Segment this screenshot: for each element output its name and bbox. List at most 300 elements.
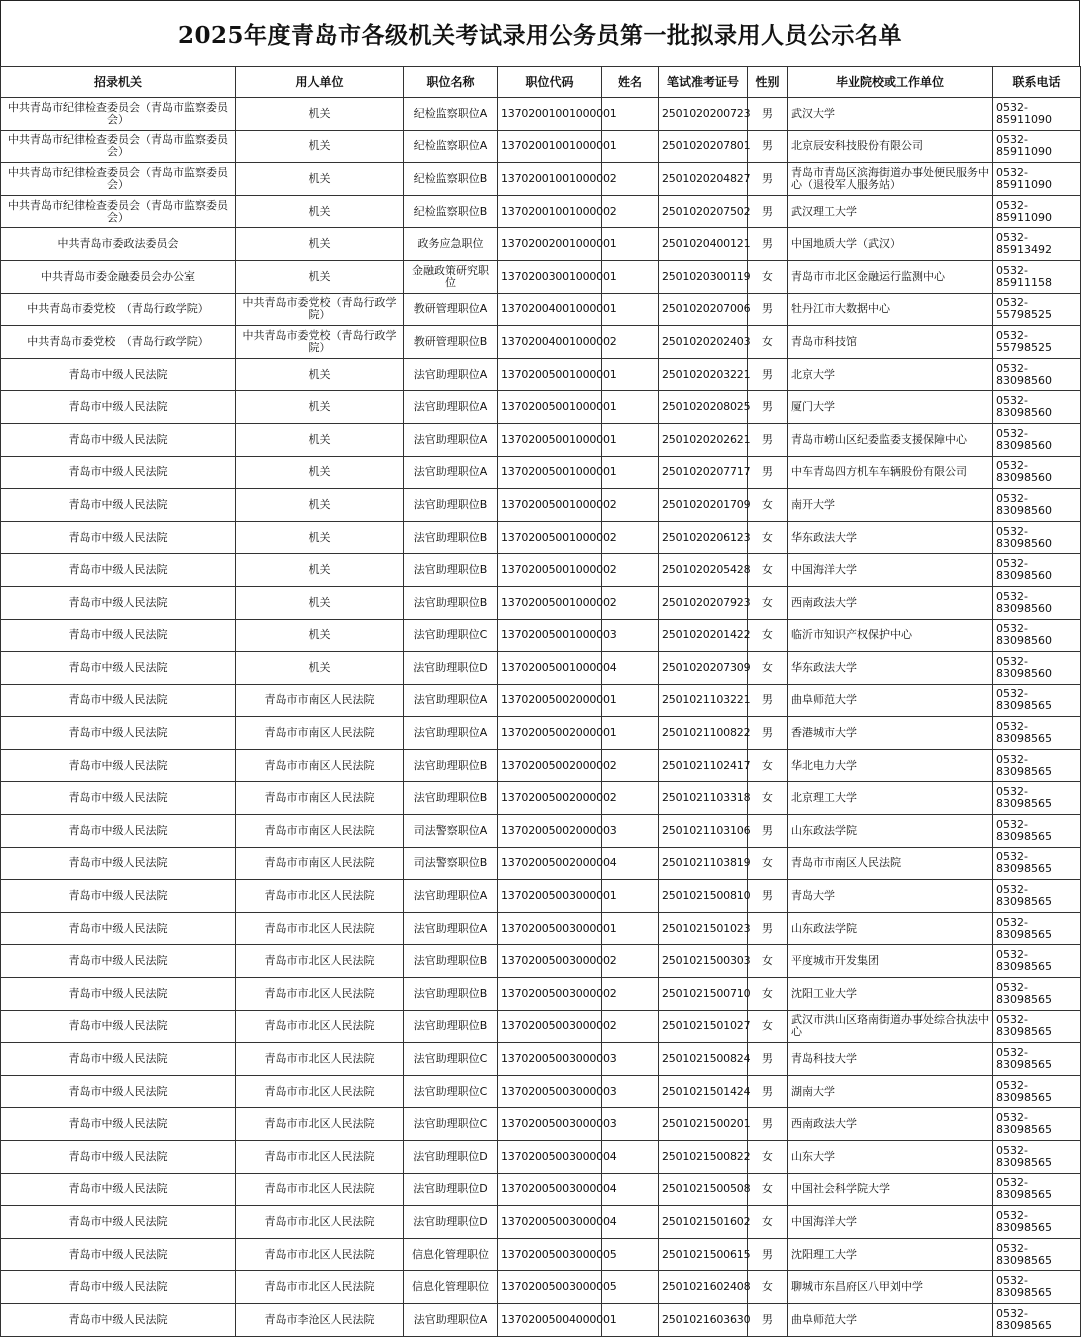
cell-gender: 女 (748, 978, 788, 1011)
cell-recruiting-agency: 青岛市中级人民法院 (1, 749, 236, 782)
cell-position-name: 法官助理职位A (404, 358, 498, 391)
cell-recruiting-agency: 青岛市中级人民法院 (1, 652, 236, 685)
cell-recruiting-agency: 中共青岛市纪律检查委员会（青岛市监察委员会） (1, 163, 236, 196)
cell-recruiting-agency: 青岛市中级人民法院 (1, 1141, 236, 1174)
cell-gender: 男 (748, 1108, 788, 1141)
cell-position-name: 法官助理职位B (404, 749, 498, 782)
cell-position-code: 13702005003000003 (498, 1075, 602, 1108)
cell-position-name: 法官助理职位D (404, 1206, 498, 1239)
cell-school-or-employer: 青岛大学 (788, 880, 993, 913)
cell-exam-ticket: 2501020400121 (659, 228, 748, 261)
cell-exam-ticket: 2501021102417 (659, 749, 748, 782)
cell-exam-ticket: 2501020207717 (659, 456, 748, 489)
cell-employer: 青岛市市南区人民法院 (236, 782, 404, 815)
cell-phone: 0532-85911090 (993, 195, 1081, 228)
table-row (1, 293, 1081, 326)
cell-recruiting-agency: 青岛市中级人民法院 (1, 847, 236, 880)
cell-gender: 女 (748, 554, 788, 587)
cell-school-or-employer: 山东政法学院 (788, 815, 993, 848)
cell-gender: 男 (748, 228, 788, 261)
cell-position-code: 13702005003000004 (498, 1141, 602, 1174)
cell-position-code: 13702005002000001 (498, 717, 602, 750)
cell-gender: 男 (748, 130, 788, 163)
table-row (1, 1206, 1081, 1239)
cell-position-code: 13702005001000001 (498, 423, 602, 456)
table-row (1, 1075, 1081, 1108)
table-row (1, 163, 1081, 196)
cell-position-name: 政务应急职位 (404, 228, 498, 261)
cell-employer: 青岛市市北区人民法院 (236, 1108, 404, 1141)
applicant-table (0, 66, 1081, 1337)
cell-gender: 男 (748, 1303, 788, 1336)
cell-employer: 青岛市市北区人民法院 (236, 912, 404, 945)
cell-school-or-employer: 青岛市市北区金融运行监测中心 (788, 260, 993, 293)
cell-exam-ticket: 2501021103221 (659, 684, 748, 717)
cell-gender: 女 (748, 521, 788, 554)
cell-employer: 机关 (236, 260, 404, 293)
cell-position-name: 法官助理职位A (404, 912, 498, 945)
cell-phone: 0532-83098565 (993, 749, 1081, 782)
cell-employer: 青岛市市北区人民法院 (236, 1206, 404, 1239)
cell-recruiting-agency: 青岛市中级人民法院 (1, 456, 236, 489)
cell-exam-ticket: 2501021500615 (659, 1238, 748, 1271)
cell-position-code: 13702005003000003 (498, 1108, 602, 1141)
table-row (1, 619, 1081, 652)
cell-exam-ticket: 2501021500710 (659, 978, 748, 1011)
cell-phone: 0532-83098560 (993, 554, 1081, 587)
cell-gender: 女 (748, 945, 788, 978)
table-row (1, 489, 1081, 522)
cell-position-code: 13702005001000002 (498, 586, 602, 619)
table-row (1, 423, 1081, 456)
cell-school-or-employer: 南开大学 (788, 489, 993, 522)
table-row (1, 130, 1081, 163)
cell-gender: 男 (748, 456, 788, 489)
cell-recruiting-agency: 中共青岛市纪律检查委员会（青岛市监察委员会） (1, 130, 236, 163)
cell-recruiting-agency: 青岛市中级人民法院 (1, 586, 236, 619)
cell-gender: 男 (748, 391, 788, 424)
cell-phone: 0532-55798525 (993, 293, 1081, 326)
table-row (1, 98, 1081, 131)
cell-phone: 0532-83098560 (993, 456, 1081, 489)
cell-position-name: 法官助理职位B (404, 489, 498, 522)
cell-recruiting-agency: 青岛市中级人民法院 (1, 1075, 236, 1108)
cell-gender: 女 (748, 326, 788, 359)
cell-position-code: 13702005003000004 (498, 1206, 602, 1239)
header-employer: 用人单位 (236, 67, 404, 98)
cell-employer: 青岛市李沧区人民法院 (236, 1303, 404, 1336)
table-row (1, 1108, 1081, 1141)
cell-gender: 男 (748, 815, 788, 848)
cell-phone: 0532-85911090 (993, 98, 1081, 131)
cell-recruiting-agency: 中共青岛市委党校 （青岛行政学院） (1, 293, 236, 326)
cell-gender: 男 (748, 1075, 788, 1108)
table-row (1, 228, 1081, 261)
cell-school-or-employer: 沈阳理工大学 (788, 1238, 993, 1271)
cell-employer: 机关 (236, 423, 404, 456)
cell-phone: 0532-83098560 (993, 586, 1081, 619)
cell-exam-ticket: 2501021500822 (659, 1141, 748, 1174)
cell-exam-ticket: 2501021500824 (659, 1043, 748, 1076)
cell-phone: 0532-83098560 (993, 619, 1081, 652)
cell-phone: 0532-83098560 (993, 521, 1081, 554)
cell-employer: 机关 (236, 130, 404, 163)
cell-position-name: 法官助理职位A (404, 1303, 498, 1336)
cell-employer: 青岛市市南区人民法院 (236, 684, 404, 717)
table-row (1, 1141, 1081, 1174)
cell-gender: 男 (748, 912, 788, 945)
cell-exam-ticket: 2501020202621 (659, 423, 748, 456)
cell-exam-ticket: 2501021500303 (659, 945, 748, 978)
cell-gender: 女 (748, 586, 788, 619)
cell-gender: 女 (748, 619, 788, 652)
cell-position-code: 13702005003000005 (498, 1238, 602, 1271)
cell-position-code: 13702005003000005 (498, 1271, 602, 1304)
cell-position-name: 信息化管理职位 (404, 1238, 498, 1271)
cell-exam-ticket: 2501021500508 (659, 1173, 748, 1206)
cell-school-or-employer: 沈阳工业大学 (788, 978, 993, 1011)
cell-exam-ticket: 2501021602408 (659, 1271, 748, 1304)
cell-school-or-employer: 武汉大学 (788, 98, 993, 131)
cell-gender: 女 (748, 1141, 788, 1174)
cell-gender: 男 (748, 98, 788, 131)
table-row (1, 358, 1081, 391)
cell-school-or-employer: 湖南大学 (788, 1075, 993, 1108)
cell-gender: 女 (748, 1206, 788, 1239)
cell-position-name: 法官助理职位A (404, 456, 498, 489)
cell-position-code: 13702005001000003 (498, 619, 602, 652)
cell-recruiting-agency: 中共青岛市纪律检查委员会（青岛市监察委员会） (1, 98, 236, 131)
cell-phone: 0532-83098565 (993, 1141, 1081, 1174)
cell-position-code: 13702001001000001 (498, 98, 602, 131)
header-gender: 性别 (748, 67, 788, 98)
cell-phone: 0532-83098565 (993, 1173, 1081, 1206)
cell-school-or-employer: 香港城市大学 (788, 717, 993, 750)
cell-school-or-employer: 西南政法大学 (788, 1108, 993, 1141)
table-row (1, 260, 1081, 293)
table-row (1, 586, 1081, 619)
cell-exam-ticket: 2501021500201 (659, 1108, 748, 1141)
table-row (1, 978, 1081, 1011)
cell-school-or-employer: 中国海洋大学 (788, 1206, 993, 1239)
cell-school-or-employer: 青岛科技大学 (788, 1043, 993, 1076)
cell-position-code: 13702005003000003 (498, 1043, 602, 1076)
cell-employer: 青岛市市北区人民法院 (236, 978, 404, 1011)
cell-position-name: 金融政策研究职位 (404, 260, 498, 293)
cell-phone: 0532-85911090 (993, 130, 1081, 163)
cell-recruiting-agency: 青岛市中级人民法院 (1, 1043, 236, 1076)
cell-position-name: 法官助理职位B (404, 554, 498, 587)
table-row (1, 815, 1081, 848)
cell-exam-ticket: 2501021103318 (659, 782, 748, 815)
cell-recruiting-agency: 青岛市中级人民法院 (1, 912, 236, 945)
cell-employer: 机关 (236, 554, 404, 587)
cell-position-name: 法官助理职位B (404, 521, 498, 554)
cell-employer: 青岛市市北区人民法院 (236, 1043, 404, 1076)
cell-school-or-employer: 山东政法学院 (788, 912, 993, 945)
cell-exam-ticket: 2501021100822 (659, 717, 748, 750)
cell-school-or-employer: 华东政法大学 (788, 521, 993, 554)
cell-position-code: 13702004001000002 (498, 326, 602, 359)
cell-recruiting-agency: 青岛市中级人民法院 (1, 489, 236, 522)
cell-recruiting-agency: 青岛市中级人民法院 (1, 423, 236, 456)
cell-exam-ticket: 2501020203221 (659, 358, 748, 391)
cell-employer: 机关 (236, 586, 404, 619)
cell-exam-ticket: 2501020205428 (659, 554, 748, 587)
table-row (1, 717, 1081, 750)
cell-gender: 男 (748, 880, 788, 913)
cell-exam-ticket: 2501021103819 (659, 847, 748, 880)
cell-position-code: 13702005003000001 (498, 912, 602, 945)
cell-phone: 0532-83098565 (993, 1206, 1081, 1239)
cell-position-code: 13702005003000004 (498, 1173, 602, 1206)
cell-position-code: 13702005002000002 (498, 782, 602, 815)
cell-recruiting-agency: 青岛市中级人民法院 (1, 1206, 236, 1239)
cell-school-or-employer: 北京辰安科技股份有限公司 (788, 130, 993, 163)
cell-recruiting-agency: 青岛市中级人民法院 (1, 717, 236, 750)
cell-phone: 0532-83098565 (993, 912, 1081, 945)
cell-exam-ticket: 2501020201709 (659, 489, 748, 522)
cell-phone: 0532-83098565 (993, 880, 1081, 913)
cell-recruiting-agency: 青岛市中级人民法院 (1, 1010, 236, 1043)
cell-position-name: 法官助理职位B (404, 782, 498, 815)
cell-position-name: 法官助理职位A (404, 684, 498, 717)
cell-phone: 0532-83098565 (993, 1271, 1081, 1304)
table-row (1, 521, 1081, 554)
cell-phone: 0532-83098565 (993, 945, 1081, 978)
cell-recruiting-agency: 青岛市中级人民法院 (1, 945, 236, 978)
cell-phone: 0532-83098560 (993, 489, 1081, 522)
cell-phone: 0532-83098560 (993, 358, 1081, 391)
cell-position-name: 法官助理职位D (404, 652, 498, 685)
table-row (1, 749, 1081, 782)
cell-employer: 机关 (236, 98, 404, 131)
cell-exam-ticket: 2501020300119 (659, 260, 748, 293)
cell-position-name: 法官助理职位A (404, 880, 498, 913)
cell-recruiting-agency: 青岛市中级人民法院 (1, 391, 236, 424)
cell-school-or-employer: 北京理工大学 (788, 782, 993, 815)
cell-phone: 0532-55798525 (993, 326, 1081, 359)
cell-position-name: 法官助理职位B (404, 586, 498, 619)
cell-recruiting-agency: 青岛市中级人民法院 (1, 619, 236, 652)
cell-gender: 女 (748, 489, 788, 522)
header-exam-ticket: 笔试准考证号 (659, 67, 748, 98)
cell-position-code: 13702005001000001 (498, 391, 602, 424)
cell-recruiting-agency: 中共青岛市委党校 （青岛行政学院） (1, 326, 236, 359)
table-row (1, 1010, 1081, 1043)
cell-employer: 机关 (236, 489, 404, 522)
cell-employer: 机关 (236, 391, 404, 424)
cell-gender: 男 (748, 717, 788, 750)
cell-school-or-employer: 北京大学 (788, 358, 993, 391)
cell-employer: 青岛市市北区人民法院 (236, 880, 404, 913)
cell-school-or-employer: 曲阜师范大学 (788, 1303, 993, 1336)
cell-exam-ticket: 2501020207923 (659, 586, 748, 619)
table-row (1, 326, 1081, 359)
cell-position-name: 纪检监察职位B (404, 195, 498, 228)
document-title: 2025年度青岛市各级机关考试录用公务员第一批拟录用人员公示名单 (0, 0, 1080, 66)
cell-exam-ticket: 2501020200723 (659, 98, 748, 131)
cell-employer: 青岛市市南区人民法院 (236, 847, 404, 880)
table-row (1, 391, 1081, 424)
cell-school-or-employer: 中国海洋大学 (788, 554, 993, 587)
cell-gender: 男 (748, 1238, 788, 1271)
cell-phone: 0532-85913492 (993, 228, 1081, 261)
cell-position-code: 13702005002000002 (498, 749, 602, 782)
cell-employer: 青岛市市北区人民法院 (236, 1238, 404, 1271)
cell-position-code: 13702005001000002 (498, 489, 602, 522)
cell-position-name: 法官助理职位C (404, 1043, 498, 1076)
cell-position-code: 13702005002000003 (498, 815, 602, 848)
cell-school-or-employer: 武汉市洪山区珞南街道办事处综合执法中心 (788, 1010, 993, 1043)
cell-school-or-employer: 曲阜师范大学 (788, 684, 993, 717)
cell-phone: 0532-83098565 (993, 815, 1081, 848)
cell-phone: 0532-83098565 (993, 684, 1081, 717)
cell-school-or-employer: 中国地质大学（武汉） (788, 228, 993, 261)
cell-position-code: 13702005002000001 (498, 684, 602, 717)
table-row (1, 195, 1081, 228)
cell-employer: 机关 (236, 652, 404, 685)
cell-position-name: 信息化管理职位 (404, 1271, 498, 1304)
cell-position-code: 13702005003000002 (498, 945, 602, 978)
cell-exam-ticket: 2501021501027 (659, 1010, 748, 1043)
cell-position-name: 纪检监察职位B (404, 163, 498, 196)
cell-recruiting-agency: 中共青岛市委政法委员会 (1, 228, 236, 261)
cell-position-name: 纪检监察职位A (404, 98, 498, 131)
cell-exam-ticket: 2501021501023 (659, 912, 748, 945)
cell-employer: 机关 (236, 456, 404, 489)
cell-recruiting-agency: 青岛市中级人民法院 (1, 554, 236, 587)
table-row (1, 456, 1081, 489)
cell-school-or-employer: 聊城市东昌府区八甲刘中学 (788, 1271, 993, 1304)
cell-position-name: 法官助理职位D (404, 1141, 498, 1174)
cell-phone: 0532-83098565 (993, 1010, 1081, 1043)
cell-phone: 0532-83098560 (993, 652, 1081, 685)
cell-exam-ticket: 2501020206123 (659, 521, 748, 554)
cell-position-name: 法官助理职位D (404, 1173, 498, 1206)
table-row (1, 1173, 1081, 1206)
cell-recruiting-agency: 青岛市中级人民法院 (1, 978, 236, 1011)
cell-recruiting-agency: 青岛市中级人民法院 (1, 1303, 236, 1336)
cell-school-or-employer: 临沂市知识产权保护中心 (788, 619, 993, 652)
cell-position-name: 法官助理职位A (404, 391, 498, 424)
cell-position-code: 13702001001000001 (498, 130, 602, 163)
header-position-name: 职位名称 (404, 67, 498, 98)
cell-exam-ticket: 2501020204827 (659, 163, 748, 196)
table-row (1, 945, 1081, 978)
cell-position-code: 13702005003000001 (498, 880, 602, 913)
cell-employer: 青岛市市南区人民法院 (236, 717, 404, 750)
cell-phone: 0532-83098565 (993, 782, 1081, 815)
cell-position-code: 13702005001000002 (498, 521, 602, 554)
cell-school-or-employer: 山东大学 (788, 1141, 993, 1174)
cell-position-name: 司法警察职位B (404, 847, 498, 880)
cell-position-name: 法官助理职位A (404, 423, 498, 456)
cell-recruiting-agency: 青岛市中级人民法院 (1, 1238, 236, 1271)
cell-exam-ticket: 2501020202403 (659, 326, 748, 359)
cell-gender: 女 (748, 1010, 788, 1043)
cell-gender: 女 (748, 260, 788, 293)
cell-gender: 女 (748, 1271, 788, 1304)
cell-position-code: 13702005002000004 (498, 847, 602, 880)
cell-recruiting-agency: 青岛市中级人民法院 (1, 684, 236, 717)
cell-school-or-employer: 青岛市市南区人民法院 (788, 847, 993, 880)
cell-gender: 男 (748, 293, 788, 326)
cell-phone: 0532-83098565 (993, 717, 1081, 750)
cell-exam-ticket: 2501020207801 (659, 130, 748, 163)
header-school-or-employer: 毕业院校或工作单位 (788, 67, 993, 98)
cell-recruiting-agency: 青岛市中级人民法院 (1, 815, 236, 848)
cell-gender: 女 (748, 1173, 788, 1206)
cell-position-name: 法官助理职位B (404, 945, 498, 978)
cell-position-name: 法官助理职位A (404, 717, 498, 750)
cell-employer: 机关 (236, 521, 404, 554)
cell-phone: 0532-83098560 (993, 391, 1081, 424)
cell-school-or-employer: 厦门大学 (788, 391, 993, 424)
cell-position-code: 13702002001000001 (498, 228, 602, 261)
table-row (1, 847, 1081, 880)
cell-employer: 机关 (236, 619, 404, 652)
cell-position-name: 教研管理职位A (404, 293, 498, 326)
cell-phone: 0532-83098565 (993, 1238, 1081, 1271)
cell-employer: 中共青岛市委党校（青岛行政学院） (236, 326, 404, 359)
cell-exam-ticket: 2501021603630 (659, 1303, 748, 1336)
header-recruiting-agency: 招录机关 (1, 67, 236, 98)
cell-position-code: 13702005001000002 (498, 554, 602, 587)
cell-exam-ticket: 2501020207502 (659, 195, 748, 228)
cell-recruiting-agency: 中共青岛市委金融委员会办公室 (1, 260, 236, 293)
cell-recruiting-agency: 青岛市中级人民法院 (1, 1173, 236, 1206)
cell-employer: 青岛市市北区人民法院 (236, 1141, 404, 1174)
cell-position-name: 司法警察职位A (404, 815, 498, 848)
cell-employer: 机关 (236, 195, 404, 228)
header-position-code: 职位代码 (498, 67, 602, 98)
cell-position-name: 法官助理职位C (404, 1075, 498, 1108)
cell-employer: 中共青岛市委党校（青岛行政学院） (236, 293, 404, 326)
table-body (1, 98, 1081, 1337)
cell-exam-ticket: 2501020201422 (659, 619, 748, 652)
cell-phone: 0532-83098565 (993, 978, 1081, 1011)
cell-employer: 机关 (236, 358, 404, 391)
cell-phone: 0532-85911090 (993, 163, 1081, 196)
cell-position-name: 教研管理职位B (404, 326, 498, 359)
table-row (1, 554, 1081, 587)
cell-school-or-employer: 青岛市青岛区滨海街道办事处便民服务中心（退役军人服务站） (788, 163, 993, 196)
cell-exam-ticket: 2501021501602 (659, 1206, 748, 1239)
cell-school-or-employer: 华北电力大学 (788, 749, 993, 782)
cell-recruiting-agency: 青岛市中级人民法院 (1, 782, 236, 815)
cell-exam-ticket: 2501021500810 (659, 880, 748, 913)
header-name: 姓名 (602, 67, 659, 98)
cell-position-code: 13702001001000002 (498, 195, 602, 228)
table-row (1, 1238, 1081, 1271)
cell-school-or-employer: 牡丹江市大数据中心 (788, 293, 993, 326)
table-row (1, 912, 1081, 945)
cell-position-name: 纪检监察职位A (404, 130, 498, 163)
cell-recruiting-agency: 青岛市中级人民法院 (1, 880, 236, 913)
cell-gender: 男 (748, 358, 788, 391)
cell-phone: 0532-83098560 (993, 423, 1081, 456)
cell-position-code: 13702005001000004 (498, 652, 602, 685)
cell-position-name: 法官助理职位B (404, 978, 498, 1011)
cell-recruiting-agency: 青岛市中级人民法院 (1, 358, 236, 391)
cell-exam-ticket: 2501020207309 (659, 652, 748, 685)
cell-school-or-employer: 中国社会科学院大学 (788, 1173, 993, 1206)
cell-position-code: 13702005001000001 (498, 456, 602, 489)
cell-recruiting-agency: 中共青岛市纪律检查委员会（青岛市监察委员会） (1, 195, 236, 228)
cell-employer: 机关 (236, 163, 404, 196)
table-header-row (1, 67, 1081, 98)
